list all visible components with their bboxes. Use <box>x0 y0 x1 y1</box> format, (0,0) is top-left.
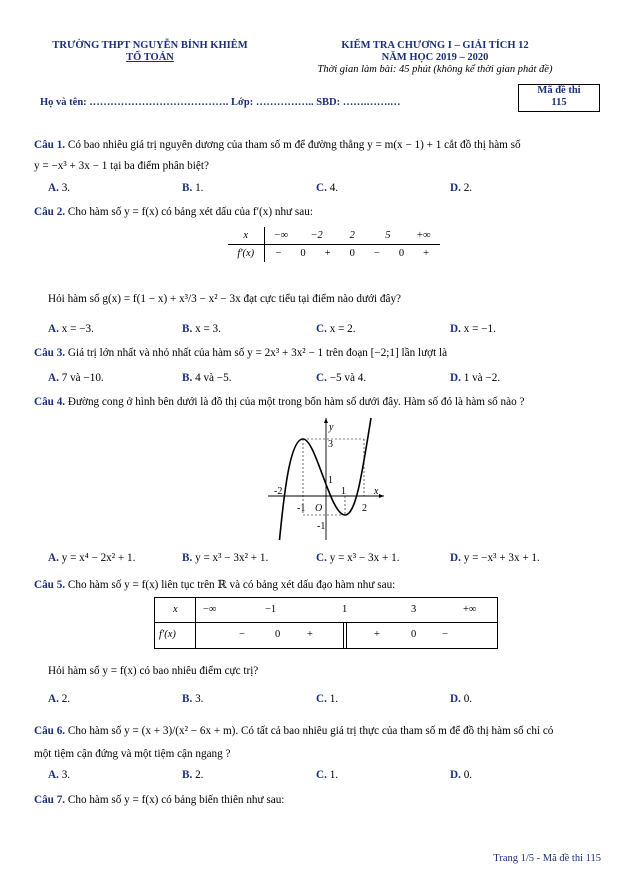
q2-option-a[interactable] <box>48 323 94 335</box>
q5-x-2: 1 <box>342 604 348 615</box>
q5-option-d[interactable] <box>450 693 472 705</box>
q5-question: Hỏi hàm số y = f(x) có bao nhiêu điểm cực trị? <box>48 665 259 677</box>
q5-option-a[interactable] <box>48 693 70 705</box>
q1-options <box>48 182 608 196</box>
q2-option-b[interactable] <box>182 323 221 335</box>
q5-s5: − <box>442 629 448 640</box>
option-letter: A. <box>48 552 59 564</box>
q5-x-3: 3 <box>411 604 417 615</box>
q5-line <box>34 578 395 591</box>
option-text: 2. <box>58 693 71 705</box>
tick-xm2: -2 <box>274 486 283 497</box>
q6-option-b[interactable] <box>182 769 203 781</box>
q5-label: Câu 5. <box>34 579 66 591</box>
option-letter: A. <box>48 769 59 781</box>
option-text: −5 và 4. <box>326 372 367 384</box>
origin-label: O <box>315 503 323 514</box>
q5-s2: + <box>307 629 313 640</box>
q4-line <box>34 396 524 408</box>
q2-option-c[interactable] <box>316 323 356 335</box>
exam-title: KIỂM TRA CHƯƠNG I – GIẢI TÍCH 12 <box>341 40 529 51</box>
option-letter: C. <box>316 552 327 564</box>
q6-options <box>48 769 608 783</box>
q6-label: Câu 6. <box>34 725 66 737</box>
q5-s3: + <box>374 629 380 640</box>
page-footer: Trang 1/5 - Mã đề thi 115 <box>493 853 601 864</box>
q4-option-c[interactable] <box>316 552 400 564</box>
option-text: x = −1. <box>460 323 496 335</box>
q3-line <box>34 347 447 359</box>
option-letter: A. <box>48 372 59 384</box>
option-text: y = x³ − 3x + 1. <box>326 552 400 564</box>
option-letter: D. <box>450 182 461 194</box>
q5-options <box>48 693 608 707</box>
option-text: 3. <box>192 693 204 705</box>
option-text: 1. <box>326 769 339 781</box>
option-text: 0. <box>460 693 473 705</box>
q3-option-c[interactable] <box>316 372 366 384</box>
tick-y3: 3 <box>328 439 333 450</box>
q1-line1 <box>34 139 521 151</box>
option-letter: D. <box>450 372 461 384</box>
option-letter: C. <box>316 323 327 335</box>
q4-graph <box>260 414 390 544</box>
school-name: TRƯỜNG THPT NGUYỄN BỈNH KHIÊM <box>52 40 248 51</box>
q2-sign-table <box>228 227 440 262</box>
q2-option-d[interactable] <box>450 323 496 335</box>
option-text: 2. <box>192 769 204 781</box>
q3-option-b[interactable] <box>182 372 232 384</box>
option-text: x = 3. <box>192 323 221 335</box>
option-letter: C. <box>316 182 327 194</box>
q2-question: Hỏi hàm số g(x) = f(1 − x) + x³/3 − x² − 3x đạt cực tiểu tại điểm nào dưới đây? <box>48 293 402 305</box>
q5-option-c[interactable] <box>316 693 338 705</box>
option-letter: D. <box>450 693 461 705</box>
option-text: 3. <box>58 182 71 194</box>
option-letter: D. <box>450 552 461 564</box>
exam-code-box <box>518 84 600 112</box>
q1-label: Câu 1. <box>34 139 66 151</box>
q6-line1 <box>34 725 553 737</box>
department: TỔ TOÁN <box>126 52 174 63</box>
q1-text2: y = −x³ + 3x − 1 tại ba điểm phân biệt? <box>34 160 209 172</box>
q4-option-d[interactable] <box>450 552 540 564</box>
q7-text: Cho hàm số y = f(x) có bảng biến thiên như sau: <box>67 794 285 806</box>
option-letter: B. <box>182 372 193 384</box>
q2-x-1: −2 <box>310 230 323 241</box>
q5-text: Cho hàm số y = f(x) liên tục trên ℝ và có bảng xét dấu đạo hàm như sau: <box>67 579 396 591</box>
q2-x-2: 2 <box>349 230 355 241</box>
q2-s6: + <box>423 248 430 259</box>
q3-option-a[interactable] <box>48 372 104 384</box>
time-note: Thời gian làm bài: 45 phút (không kể thời gian phát đề) <box>317 64 553 75</box>
option-text: 2. <box>460 182 473 194</box>
q1-option-b[interactable] <box>182 182 203 194</box>
q7-label: Câu 7. <box>34 794 66 806</box>
option-text: 3. <box>58 769 71 781</box>
q2-x-3: 5 <box>385 230 391 241</box>
option-letter: A. <box>48 323 59 335</box>
option-text: y = −x³ + 3x + 1. <box>460 552 540 564</box>
q5-option-b[interactable] <box>182 693 203 705</box>
q2-text: Cho hàm số y = f(x) có bảng xét dấu của f′(x) như sau: <box>67 206 313 218</box>
q5-x-label: x <box>173 604 178 615</box>
option-letter: B. <box>182 552 193 564</box>
q6-option-d[interactable] <box>450 769 472 781</box>
q5-s0: − <box>239 629 245 640</box>
option-text: 1. <box>326 693 339 705</box>
tick-x1: 1 <box>341 486 346 497</box>
q1-option-c[interactable] <box>316 182 338 194</box>
q2-s1: 0 <box>300 248 306 259</box>
option-letter: C. <box>316 693 327 705</box>
tick-x2: 2 <box>362 503 367 514</box>
q2-fp-label: f′(x) <box>228 245 264 263</box>
q2-x-4: +∞ <box>416 230 431 241</box>
q6-option-a[interactable] <box>48 769 70 781</box>
exam-code-label: Mã đề thi <box>537 85 581 96</box>
y-axis-label: y <box>329 422 334 433</box>
q2-s3: 0 <box>349 248 355 259</box>
q5-s1: 0 <box>275 629 281 640</box>
q7-line <box>34 794 284 806</box>
q3-option-d[interactable] <box>450 372 500 384</box>
x-axis-arrow <box>379 494 384 498</box>
q2-s2: + <box>324 248 331 259</box>
option-letter: C. <box>316 372 327 384</box>
q1-text1: Có bao nhiêu giá trị nguyên dương của tham số m để đường thẳng y = m(x − 1) + 1 cắt đồ thị hàm số <box>67 139 521 151</box>
option-text: x = −3. <box>58 323 94 335</box>
option-letter: C. <box>316 769 327 781</box>
y-axis-arrow <box>324 418 328 423</box>
q2-label: Câu 2. <box>34 206 66 218</box>
q2-s5: 0 <box>398 248 405 259</box>
q2-x-label: x <box>228 227 264 245</box>
option-letter: B. <box>182 323 193 335</box>
q3-text: Giá trị lớn nhất và nhỏ nhất của hàm số y = 2x³ + 3x² − 1 trên đoạn [−2;1] lần lượt là <box>67 347 448 359</box>
q5-fp-label: f′(x) <box>159 629 176 640</box>
option-letter: A. <box>48 182 59 194</box>
q2-s0: − <box>275 248 282 259</box>
q4-text: Đường cong ở hình bên dưới là đồ thị của một trong bốn hàm số dưới đây. Hàm số đó là hàm số nào ? <box>67 396 525 408</box>
q2-x-row <box>264 227 440 245</box>
q5-s4: 0 <box>411 629 417 640</box>
tick-y1: 1 <box>328 475 333 486</box>
q5-sign-table <box>154 597 498 649</box>
q2-x-0: −∞ <box>273 230 289 241</box>
option-letter: A. <box>48 693 59 705</box>
q6-text1: Cho hàm số y = (x + 3)/(x² − 6x + m). Có tất cả bao nhiêu giá trị thực của tham số m để đồ thị hàm số chỉ có <box>67 725 554 737</box>
q1-option-a[interactable] <box>48 182 70 194</box>
student-info-line: Họ và tên: …………………………………. Lớp: …………….. SBD: …….…….… <box>40 97 401 108</box>
q4-option-b[interactable] <box>182 552 268 564</box>
option-letter: D. <box>450 323 461 335</box>
option-text: 1 và −2. <box>460 372 501 384</box>
tick-xm1: -1 <box>297 503 306 514</box>
option-text: 4. <box>326 182 339 194</box>
q3-options <box>48 372 608 386</box>
q1-option-d[interactable] <box>450 182 472 194</box>
q6-option-c[interactable] <box>316 769 338 781</box>
option-text: y = x³ − 3x² + 1. <box>192 552 269 564</box>
option-letter: B. <box>182 182 193 194</box>
option-text: y = x⁴ − 2x² + 1. <box>58 552 136 564</box>
q6-text2: một tiệm cận đứng và một tiệm cận ngang ? <box>34 748 231 760</box>
x-axis-label: x <box>374 486 379 497</box>
q3-label: Câu 3. <box>34 347 66 359</box>
q2-s4: − <box>373 248 380 259</box>
q2-sign-row <box>264 245 440 263</box>
option-text: 7 và −10. <box>58 372 104 384</box>
q2-options <box>48 323 608 337</box>
option-letter: B. <box>182 693 193 705</box>
option-letter: B. <box>182 769 193 781</box>
option-text: 0. <box>460 769 473 781</box>
q4-label: Câu 4. <box>34 396 66 408</box>
q2-line <box>34 206 313 218</box>
tick-ym1: -1 <box>317 521 326 532</box>
q5-x-1: −1 <box>265 604 277 615</box>
option-text: 1. <box>192 182 204 194</box>
option-text: x = 2. <box>326 323 356 335</box>
q4-option-a[interactable] <box>48 552 135 564</box>
school-year: NĂM HỌC 2019 – 2020 <box>381 52 489 63</box>
option-text: 4 và −5. <box>192 372 232 384</box>
option-letter: D. <box>450 769 461 781</box>
exam-code: 115 <box>551 97 567 108</box>
q4-options <box>48 552 608 566</box>
q5-x-4: +∞ <box>463 604 477 615</box>
q5-x-0: −∞ <box>203 604 217 615</box>
